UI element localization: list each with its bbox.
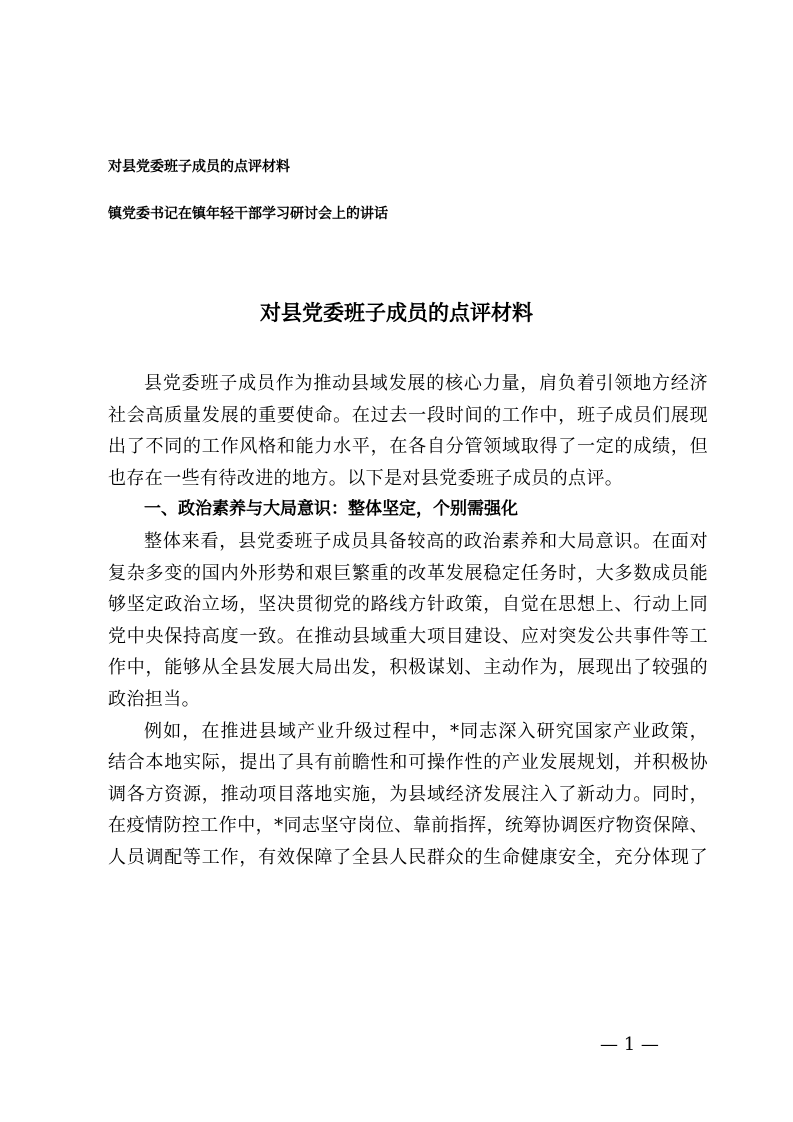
section1-paragraph-1 — [108, 526, 708, 716]
paragraph-line: 县党委班子成员作为推动县域发展的核心力量，肩负着引领地方经济 — [144, 373, 708, 394]
paragraph-line: 作中，能够从全县发展大局出发，积极谋划、主动作为，展现出了较强的 — [108, 657, 708, 679]
paragraph-line: 政治担当。 — [108, 688, 200, 710]
page-title: 对县党委班子成员的点评材料 — [260, 301, 533, 325]
paragraph-line: 够坚定政治立场，坚决贯彻党的路线方针政策，自觉在思想上、行动上同 — [108, 594, 708, 616]
paragraph-line: 党中央保持高度一致。在推动县域重大项目建设、应对突发公共事件等工 — [108, 625, 708, 647]
section1-paragraph-2 — [108, 716, 708, 874]
document-body — [108, 368, 708, 874]
toc-entry-1: 对县党委班子成员的点评材料 — [108, 159, 290, 175]
paragraph-line: 人员调配等工作，有效保障了全县人民群众的生命健康安全，充分体现了 — [108, 846, 708, 868]
paragraph-line: 复杂多变的国内外形势和艰巨繁重的改革发展稳定任务时，大多数成员能 — [108, 562, 708, 584]
paragraph-line: 例如，在推进县域产业升级过程中，*同志深入研究国家产业政策， — [144, 720, 708, 742]
paragraph-line: 也存在一些有待改进的地方。以下是对县党委班子成员的点评。 — [108, 467, 624, 489]
paragraph-line: 社会高质量发展的重要使命。在过去一段时间的工作中，班子成员们展现 — [108, 404, 708, 426]
intro-paragraph — [108, 368, 708, 494]
toc-entry-2: 镇党委书记在镇年轻干部学习研讨会上的讲话 — [108, 206, 388, 222]
paragraph-line: 出了不同的工作风格和能力水平，在各自分管领域取得了一定的成绩，但 — [108, 436, 708, 458]
section-heading-1: 一、政治素养与大局意识：整体坚定，个别需强化 — [144, 499, 518, 520]
paragraph-line: 在疫情防控工作中，*同志坚守岗位、靠前指挥，统筹协调医疗物资保障、 — [108, 815, 708, 837]
paragraph-line: 整体来看，县党委班子成员具备较高的政治素养和大局意识。在面对 — [144, 530, 708, 552]
paragraph-line: 调各方资源，推动项目落地实施，为县域经济发展注入了新动力。同时， — [108, 783, 708, 805]
page-number: — 1 — — [600, 1034, 659, 1055]
paragraph-line: 结合本地实际，提出了具有前瞻性和可操作性的产业发展规划，并积极协 — [108, 752, 708, 774]
